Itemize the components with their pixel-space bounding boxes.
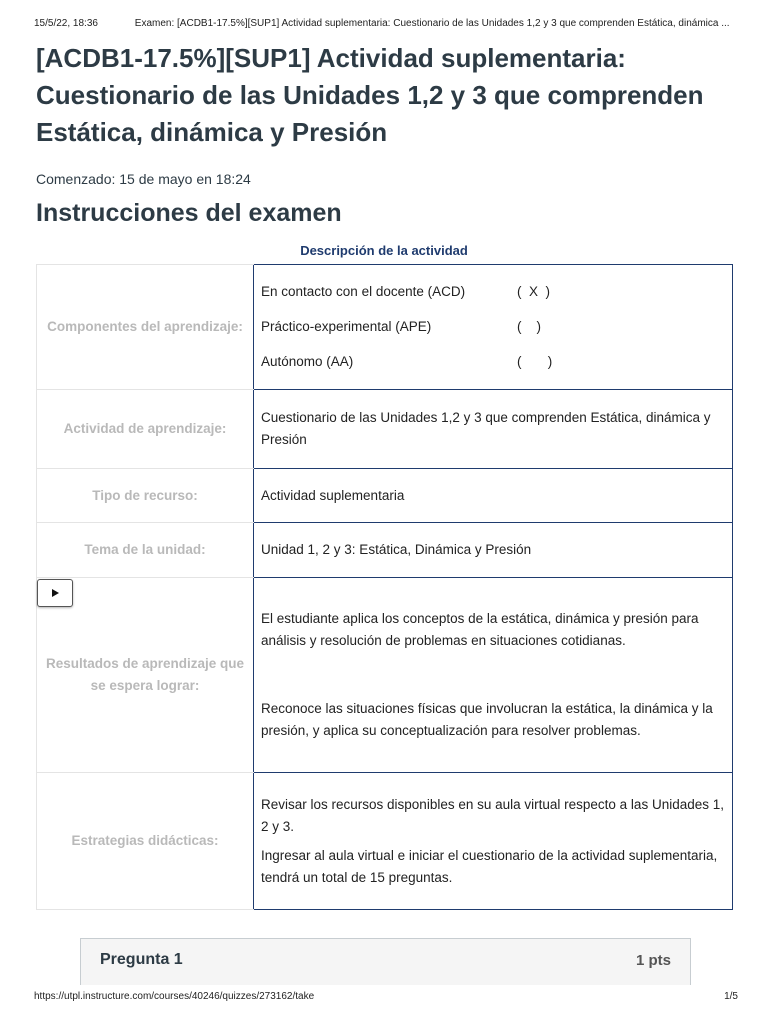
table-row bbox=[37, 469, 733, 523]
started-timestamp: Comenzado: 15 de mayo en 18:24 bbox=[36, 171, 251, 187]
component-name: Práctico-experimental (APE) bbox=[261, 319, 432, 334]
table-row bbox=[37, 523, 733, 578]
play-icon bbox=[50, 588, 60, 598]
play-button[interactable] bbox=[37, 579, 73, 607]
component-name: Autónomo (AA) bbox=[261, 354, 354, 369]
component-mark: ( ) bbox=[517, 319, 541, 334]
unit-topic-value: Unidad 1, 2 y 3: Estática, Dinámica y Presión bbox=[254, 523, 733, 578]
table-row bbox=[37, 390, 733, 469]
table-caption: Descripción de la actividad bbox=[300, 243, 468, 258]
table-row bbox=[37, 773, 733, 910]
strategy-paragraph: Ingresar al aula virtual e iniciar el cuestionario de la actividad suplementaria, tendrá un total de 15 preguntas. bbox=[261, 847, 718, 885]
activity-label: Actividad de aprendizaje: bbox=[37, 390, 254, 469]
outcomes-label-cell bbox=[37, 578, 254, 773]
outcomes-value bbox=[254, 578, 733, 773]
unit-topic-label: Tema de la unidad: bbox=[37, 523, 254, 578]
table-row bbox=[37, 265, 733, 390]
component-name: En contacto con el docente (ACD) bbox=[261, 284, 466, 299]
components-label: Componentes del aprendizaje: bbox=[37, 265, 254, 390]
print-header bbox=[34, 18, 738, 29]
strategies-label: Estrategias didácticas: bbox=[37, 773, 254, 910]
print-doc-title: Examen: [ACDB1-17.5%][SUP1] Actividad suplementaria: Cuestionario de las Unidades 1,2 y 3 que comprenden Estática, dinámica ... bbox=[134, 18, 730, 29]
outcomes-label: Resultados de aprendizaje que se espera lograr: bbox=[45, 656, 245, 693]
resource-type-value: Actividad suplementaria bbox=[254, 469, 733, 523]
component-item bbox=[261, 275, 725, 310]
table-row bbox=[37, 578, 733, 773]
question-points: 1 pts bbox=[635, 952, 671, 969]
question-card-header bbox=[80, 938, 691, 985]
instructions-heading: Instrucciones del examen bbox=[36, 199, 342, 227]
page-title: [ACDB1-17.5%][SUP1] Actividad suplementaria: Cuestionario de las Unidades 1,2 y 3 que comprenden Estática, dinámica y Presión bbox=[36, 43, 704, 147]
component-item bbox=[261, 345, 725, 380]
strategy-paragraph: Revisar los recursos disponibles en su aula virtual respecto a las Unidades 1, 2 y 3. bbox=[261, 796, 724, 834]
outcome-paragraph: El estudiante aplica los conceptos de la estática, dinámica y presión para análisis y resolución de problemas en situaciones cotidianas. bbox=[261, 611, 699, 648]
print-datetime: 15/5/22, 18:36 bbox=[34, 18, 98, 29]
component-item bbox=[261, 310, 725, 345]
resource-type-label: Tipo de recurso: bbox=[37, 469, 254, 523]
strategies-value bbox=[254, 773, 733, 910]
print-page-number: 1/5 bbox=[724, 991, 738, 1002]
component-mark: ( ) bbox=[517, 354, 553, 369]
outcome-paragraph: Reconoce las situaciones físicas que involucran la estática, la dinámica y la presión, y aplica su conceptualización para resolver problemas. bbox=[261, 701, 713, 738]
print-url: https://utpl.instructure.com/courses/40246/quizzes/273162/take bbox=[34, 991, 315, 1002]
print-footer bbox=[34, 991, 738, 1002]
activity-value: Cuestionario de las Unidades 1,2 y 3 que comprenden Estática, dinámica y Presión bbox=[254, 390, 733, 469]
components-value bbox=[254, 265, 733, 390]
question-title: Pregunta 1 bbox=[100, 951, 183, 968]
activity-description-table bbox=[36, 264, 733, 910]
component-mark: ( X ) bbox=[517, 284, 550, 299]
